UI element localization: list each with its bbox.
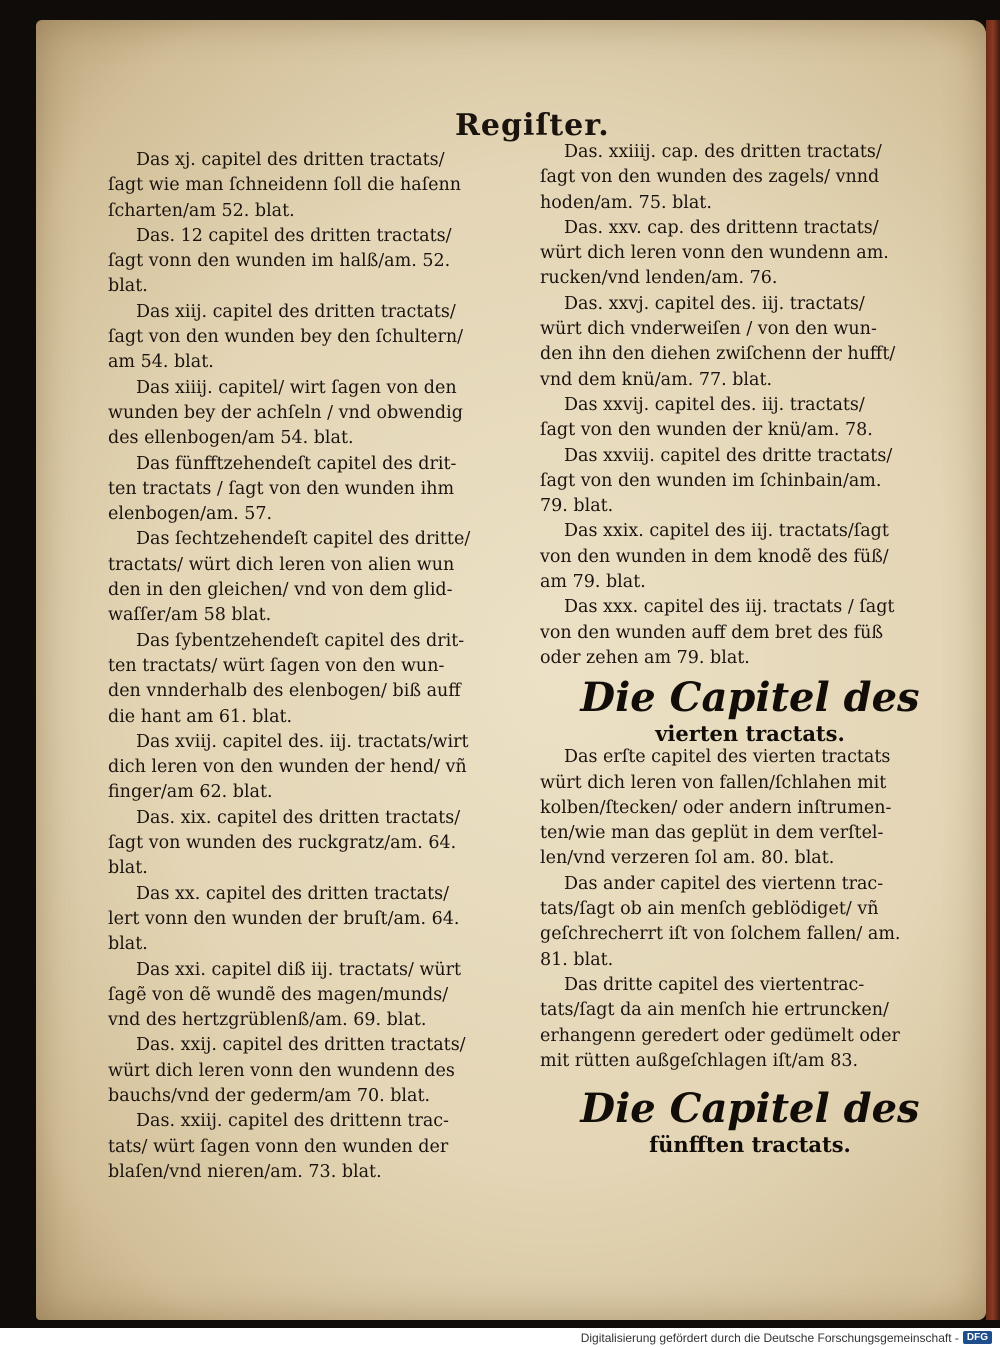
register-entry: Das xxviij. capitel des dritte tractats/ ſagt von den wunden im ſchinbain/am. 79. blat. bbox=[540, 445, 893, 517]
digitization-footer bbox=[0, 1328, 1000, 1347]
register-entry: Das. xxiiij. cap. des dritten tractats/ ſagt von den wunden des zagels/ vnnd hoden/am. 75. blat. bbox=[540, 142, 882, 213]
register-entry: Das xxix. capitel des iij. tractats/ſagt von den wunden in dem knodẽ des füß/ am 79. blat. bbox=[540, 521, 889, 593]
register-entry: Das. xxv. cap. des drittenn tractats/ würt dich leren vonn den wundenn am. rucken/vnd lenden/am. 76. bbox=[540, 217, 889, 289]
register-entry: Das. 12 capitel des dritten tractats/ ſagt vonn den wunden im halß/am. 52. blat. bbox=[108, 225, 452, 297]
register-entry: Das xj. capitel des dritten tractats/ ſagt wie man ſchneidenn ſoll die haſenn ſcharten/am 52. blat. bbox=[108, 150, 462, 221]
register-entry: Das. xxvj. capitel des. iij. tractats/ würt dich vnderweiſen / von den wun- den ihn den diehen zwiſchenn der hufft/ vnd dem knü/am. 77. blat. bbox=[540, 293, 896, 390]
register-entry: Das fünfftzehendeſt capitel des drit- ten tractats / ſagt von den wunden ihm elenbogen/am. 57. bbox=[108, 453, 457, 525]
section-heading-line: Die Capitel des bbox=[580, 1085, 920, 1133]
footer-credit-text: Digitalisierung gefördert durch die Deutsche Forschungsgemeinschaft - bbox=[580, 1330, 959, 1345]
right-column bbox=[540, 140, 960, 1156]
register-entry: Das xviij. capitel des. iij. tractats/wirt dich leren von den wunden der hend/ vñ finger/am 62. blat. bbox=[108, 731, 469, 803]
register-entry: Das erſte capitel des vierten tractats würt dich leren von fallen/ſchlahen mit kolben/ſtecken/ oder andern inſtrumen- ten/wie man das geplüt in dem verſtel- len/vnd verzeren ſol am. 80. blat. bbox=[540, 747, 892, 869]
book-cover-edge bbox=[986, 20, 1000, 1320]
register-entry: Das. xxiij. capitel des drittenn trac- tats/ würt ſagen vonn den wunden der blaſen/vnd nieren/am. 73. blat. bbox=[108, 1111, 449, 1182]
section-heading-fifth-tractate bbox=[540, 1085, 960, 1158]
register-entry: Das xxvij. capitel des. iij. tractats/ ſagt von den wunden der knü/am. 78. bbox=[540, 394, 873, 441]
register-entry: Das xiiij. capitel/ wirt ſagen von den wunden bey der achſeln / vnd obwendig des ellenbogen/am 54. blat. bbox=[108, 377, 463, 449]
section-heading-subline: vierten tractats. bbox=[655, 721, 845, 747]
section-heading-fourth-tractate bbox=[540, 674, 960, 747]
section-heading-subline: fünfften tractats. bbox=[649, 1132, 851, 1158]
register-entry: Das xiij. capitel des dritten tractats/ ſagt von den wunden bey den ſchultern/ am 54. blat. bbox=[108, 301, 464, 373]
register-entry: Das xx. capitel des dritten tractats/ lert vonn den wunden der bruſt/am. 64. blat. bbox=[108, 883, 460, 955]
register-entry: Das ſybentzehendeſt capitel des drit- ten tractats/ würt ſagen von den wun- den vnnderhalb des elenbogen/ biß auff die hant am 61. blat. bbox=[108, 630, 465, 727]
register-entry: Das. xxij. capitel des dritten tractats/ würt dich leren vonn den wundenn des bauchs/vnd der gederm/am 70. blat. bbox=[108, 1035, 466, 1106]
dfg-logo-icon: DFG bbox=[963, 1331, 992, 1344]
register-entry: Das ſechtzehendeſt capitel des dritte/ tractats/ würt dich leren von alien wun den in den gleichen/ vnd von dem glid- waſſer/am 58 blat. bbox=[108, 529, 471, 626]
section-heading-line: Die Capitel des bbox=[580, 674, 920, 722]
register-entry: Das dritte capitel des viertentrac- tats/ſagt da ain menſch hie ertruncken/ erhangenn geredert oder gedümelt oder mit rütten außgeſchlagen iſt/am 83. bbox=[540, 974, 900, 1071]
register-entry: Das xxx. capitel des iij. tractats / ſagt von den wunden auff dem bret des füß oder zehen am 79. blat. bbox=[540, 597, 895, 668]
register-entry: Das. xix. capitel des dritten tractats/ ſagt von wunden des ruckgratz/am. 64. blat. bbox=[108, 807, 461, 879]
left-column bbox=[108, 148, 543, 1185]
page-heading: Regiſter. bbox=[455, 108, 610, 143]
register-entry: Das xxi. capitel diß iij. tractats/ würt ſagẽ von dẽ wundẽ des magen/munds/ vnd des hertzgrüblenß/am. 69. blat. bbox=[108, 959, 462, 1031]
register-entry: Das ander capitel des viertenn trac- tats/ſagt ob ain menſch geblödiget/ vñ geſchrecherrt iſt von ſolchem fallen/ am. 81. blat. bbox=[540, 873, 901, 970]
